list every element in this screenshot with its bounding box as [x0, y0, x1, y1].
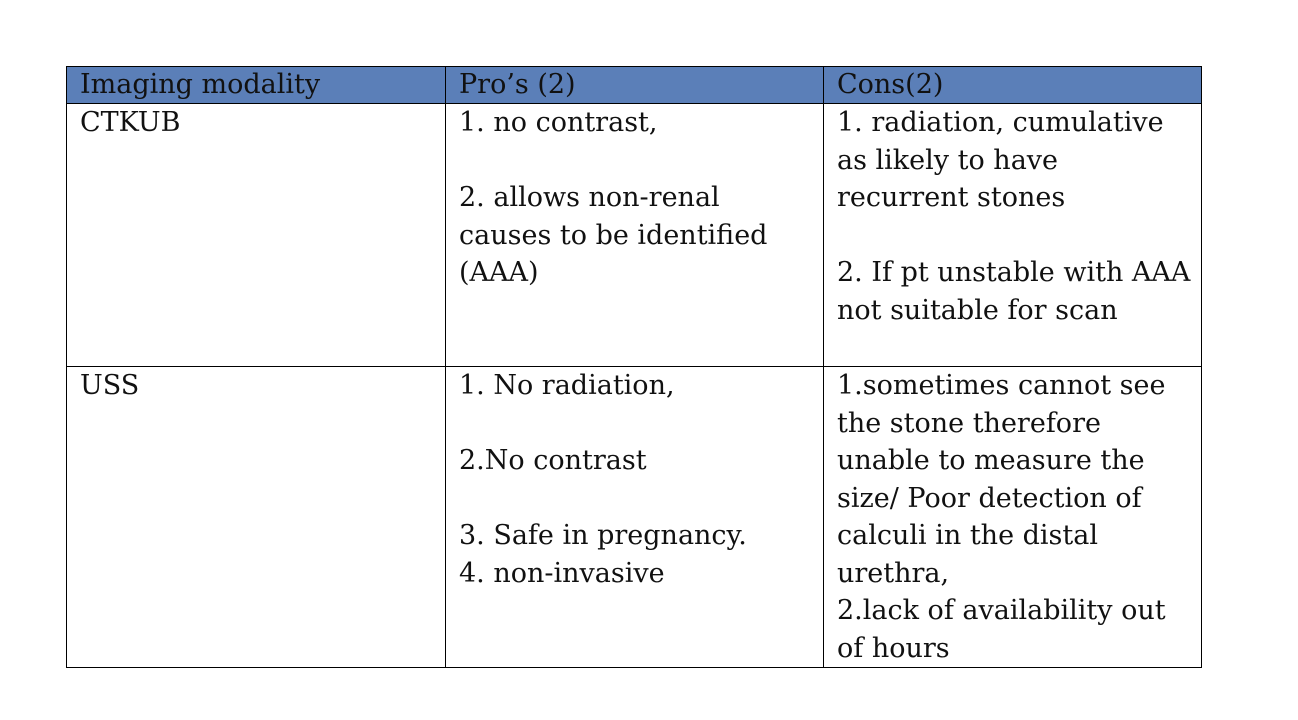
cons-cell [824, 104, 1202, 367]
blank-line [459, 405, 823, 443]
blank-line [459, 142, 823, 180]
table-header-row [67, 67, 1202, 104]
cons-line: 1. radiation, cumulative [837, 107, 1164, 138]
cons-line: the stone therefore [837, 407, 1101, 439]
pros-line: 3. Safe in pregnancy. [459, 520, 747, 551]
pros-line: 1. No radiation, [459, 370, 675, 401]
cons-line: 1.sometimes cannot see [837, 370, 1166, 401]
cons-line: as likely to have [837, 144, 1059, 176]
cons-line: urethra, [837, 557, 950, 589]
cons-line: 2.lack of availability out [837, 595, 1166, 626]
table-row [67, 104, 1202, 367]
cons-cell [824, 367, 1202, 668]
blank-line [459, 480, 823, 518]
header-cons: Cons(2) [824, 67, 1202, 104]
blank-line [837, 217, 1201, 255]
cons-line: calculi in the distal [837, 520, 1098, 551]
pros-line: causes to be identified [459, 219, 768, 251]
cons-line: unable to measure the [837, 445, 1145, 476]
modality-cell: USS [67, 367, 446, 668]
cons-line: recurrent stones [837, 182, 1066, 213]
pros-line: 1. no contrast, [459, 107, 658, 138]
cons-line: size/ Poor detection of [837, 482, 1142, 514]
modality-cell: CTKUB [67, 104, 446, 367]
pros-line: 2. allows non-renal [459, 182, 720, 213]
cons-line: of hours [837, 632, 950, 664]
table-row [67, 367, 1202, 668]
pros-line: (AAA) [459, 257, 539, 288]
cons-line: not suitable for scan [837, 294, 1118, 326]
pros-line: 4. non-invasive [459, 557, 665, 589]
imaging-modality-table [66, 66, 1202, 668]
pros-cell [446, 104, 824, 367]
pros-line: 2.No contrast [459, 445, 647, 476]
pros-cell [446, 367, 824, 668]
header-pros: Pro’s (2) [446, 67, 824, 104]
cons-line: 2. If pt unstable with AAA [837, 257, 1191, 288]
header-imaging-modality: Imaging modality [67, 67, 446, 104]
